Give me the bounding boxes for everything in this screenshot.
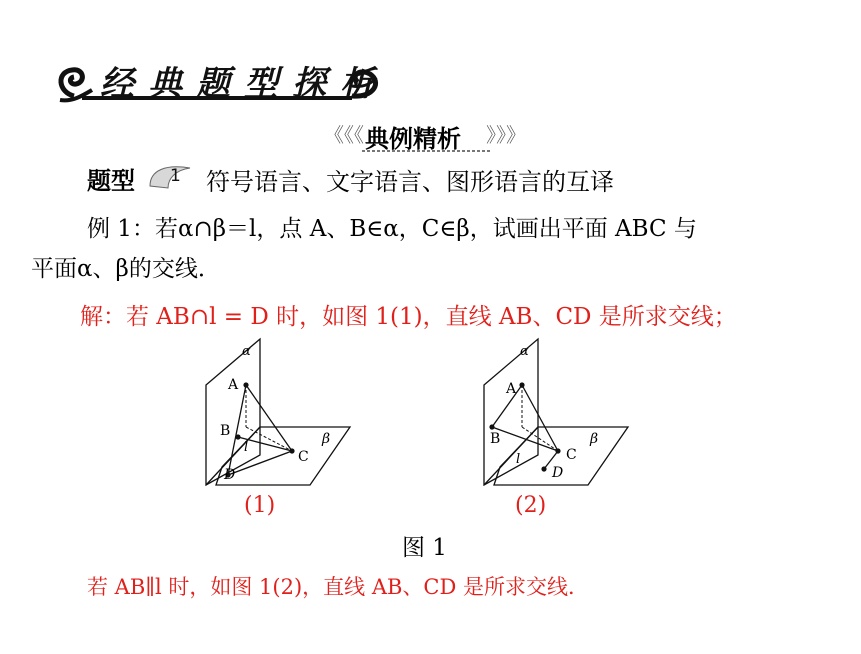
- svg-text:α: α: [520, 344, 529, 359]
- svg-text:1: 1: [170, 166, 181, 186]
- right-chevrons-icon: 》》》: [486, 123, 526, 147]
- figure-2-caption: (2): [515, 493, 547, 518]
- svg-text:C: C: [298, 449, 309, 465]
- svg-text:l: l: [244, 440, 249, 455]
- figure-2-diagram: [478, 337, 638, 487]
- plane-alpha: [484, 339, 538, 485]
- svg-text:C: C: [566, 447, 577, 463]
- type-label: 题型: [87, 167, 135, 195]
- svg-text:D: D: [224, 467, 236, 483]
- figure-caption: 图 1: [402, 535, 447, 561]
- page-title: 经典题型探析: [100, 64, 388, 104]
- svg-text:A: A: [228, 377, 239, 393]
- svg-text:α: α: [242, 344, 251, 359]
- type-number-badge: [146, 162, 196, 190]
- solution-line-1: 解：若 AB∩l = D 时，如图 1(1)，直线 AB、CD 是所求交线；: [80, 304, 737, 330]
- svg-text:A: A: [506, 381, 517, 397]
- svg-text:D: D: [552, 465, 564, 481]
- example-line-2: 平面α、β的交线．: [31, 256, 221, 282]
- left-swirl-icon: [61, 70, 82, 96]
- svg-text:β: β: [590, 431, 599, 447]
- svg-text:B: B: [220, 423, 231, 439]
- solution-line-2: 若 AB∥l 时，如图 1(2)，直线 AB、CD 是所求交线．: [87, 575, 589, 599]
- svg-text:B: B: [490, 431, 501, 447]
- figure-1-diagram: [200, 337, 360, 487]
- type-description: 符号语言、文字语言、图形语言的互译: [206, 168, 614, 196]
- svg-text:β: β: [322, 431, 331, 447]
- svg-text:l: l: [516, 452, 521, 467]
- left-chevrons-icon: 《《《: [324, 123, 364, 147]
- section-title: 典例精析: [365, 125, 461, 153]
- figure-1-caption: (1): [244, 493, 276, 518]
- example-line-1: 例 1：若α∩β＝l，点 A、B∈α，C∈β，试画出平面 ABC 与: [87, 216, 697, 242]
- plane-alpha: [206, 339, 260, 485]
